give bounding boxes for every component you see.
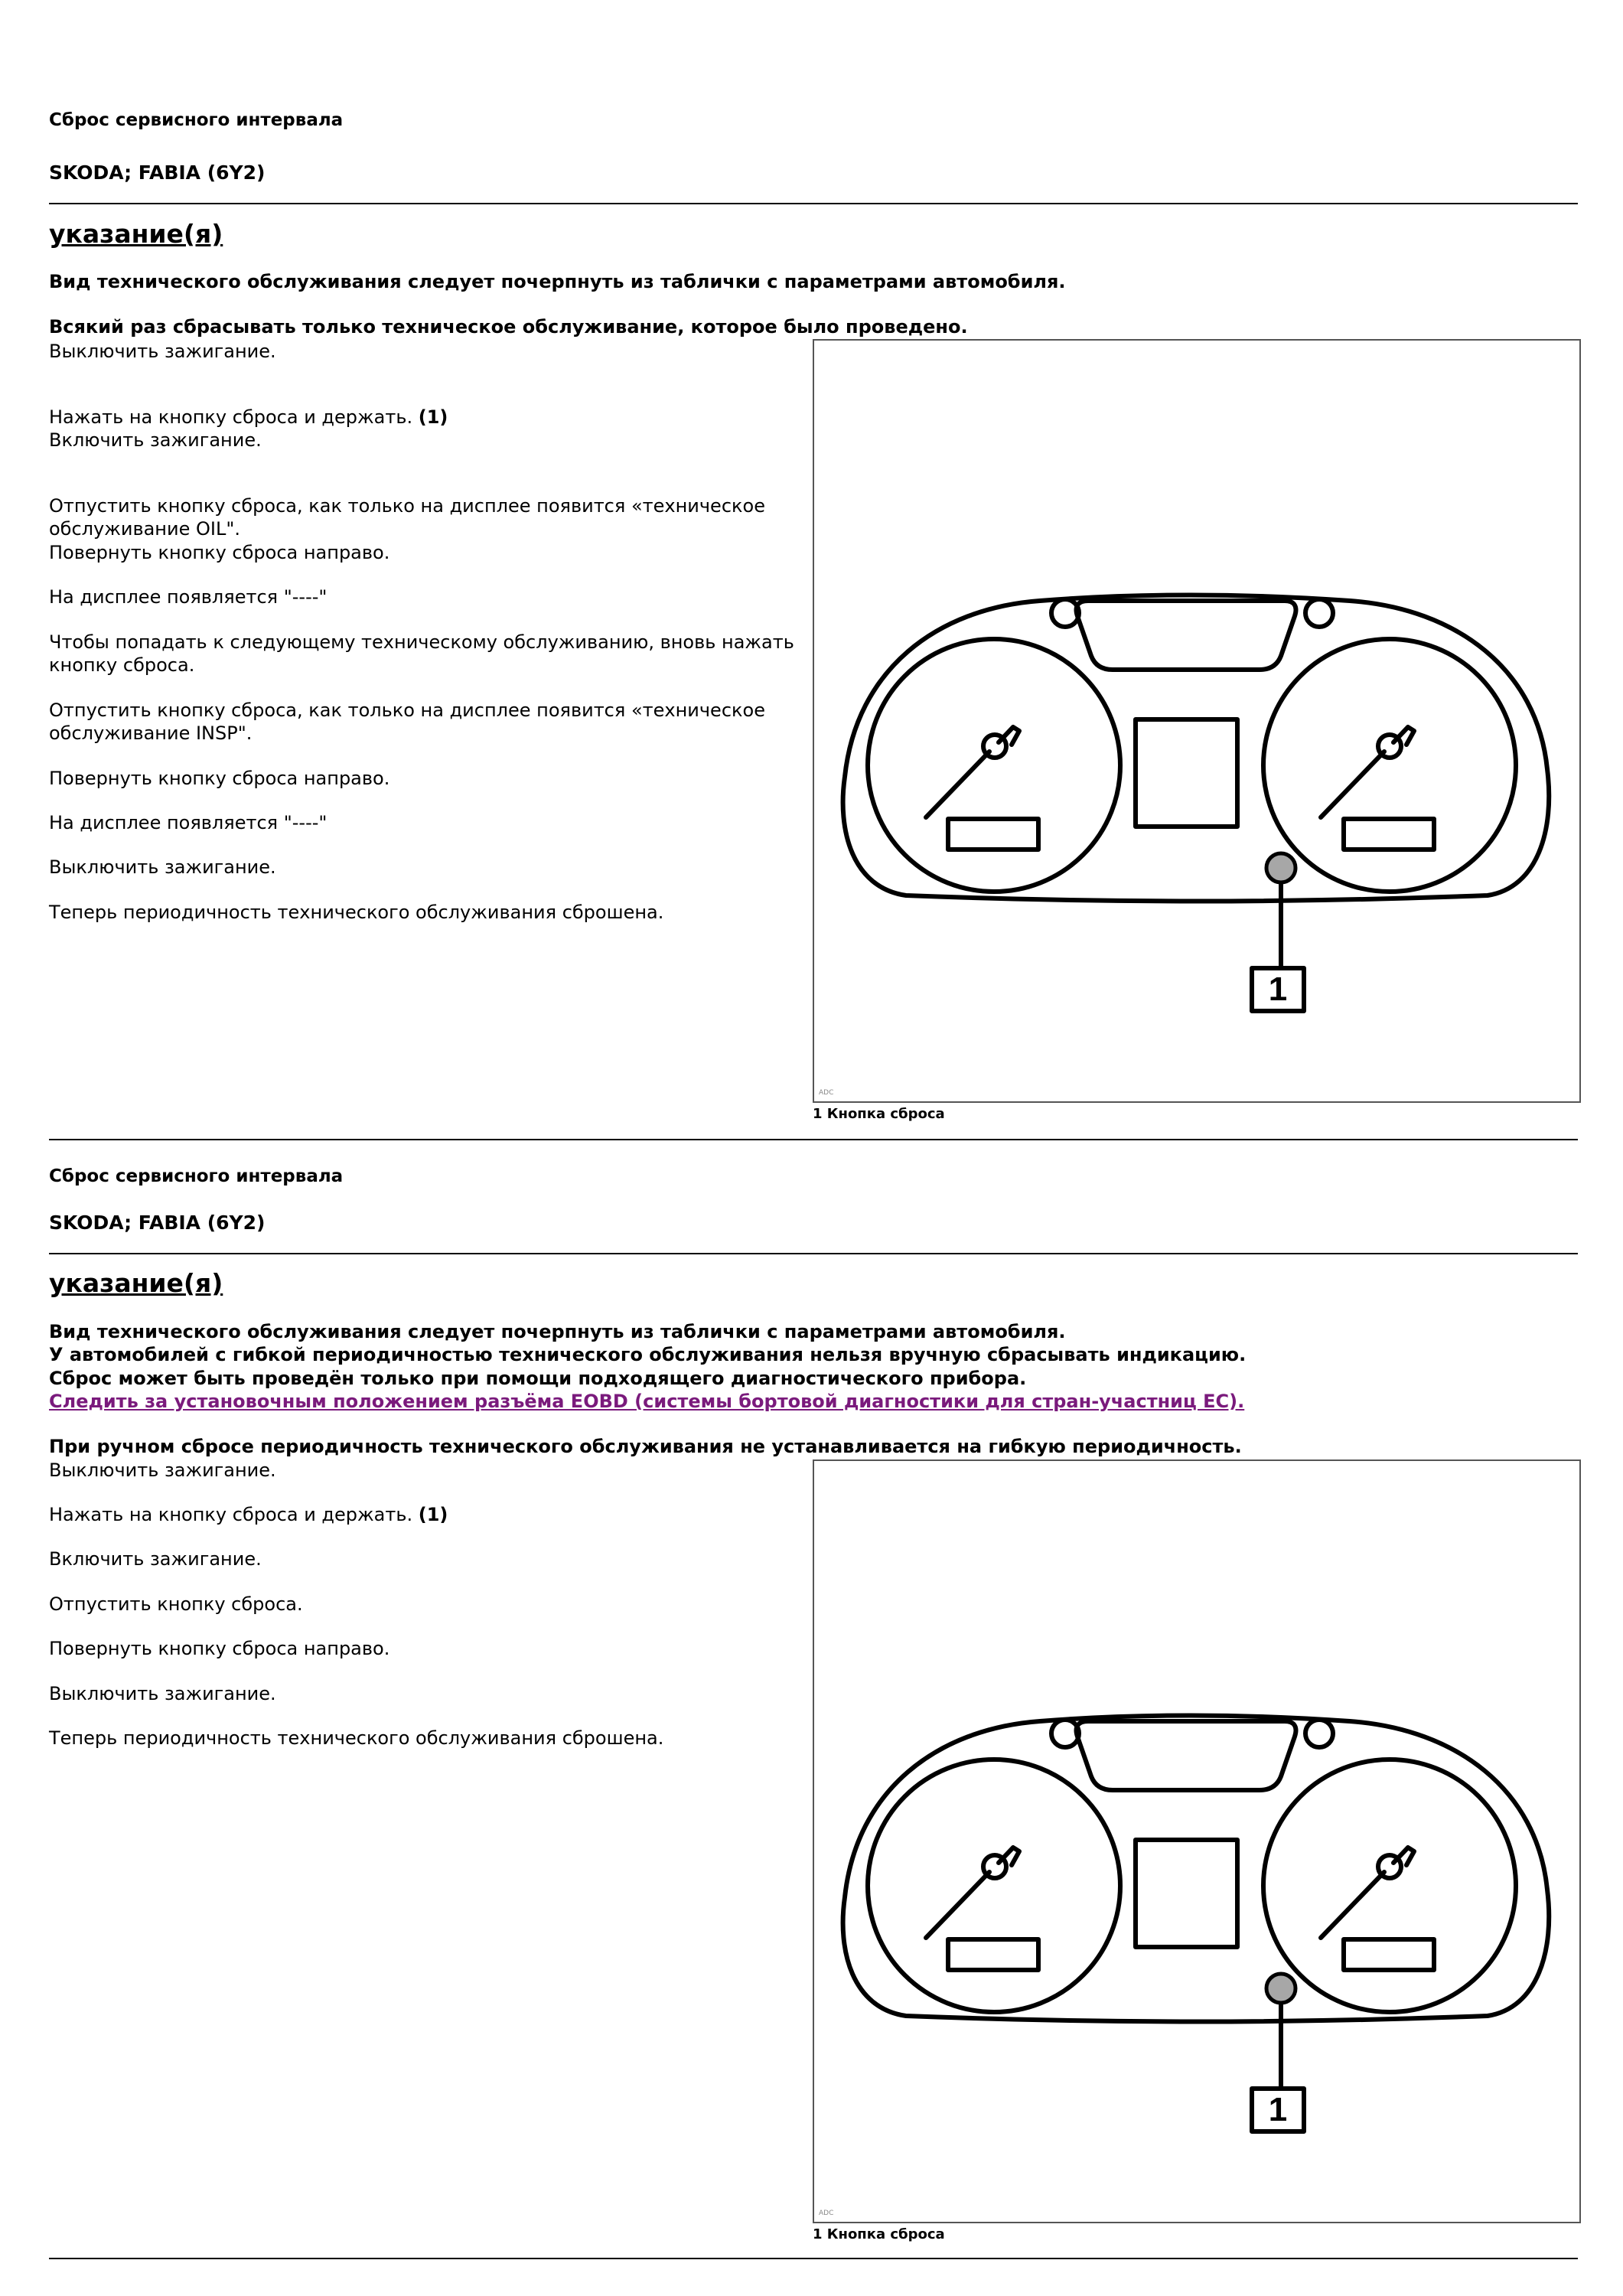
s1-right-indicator: [1305, 599, 1333, 627]
s2-step-ignition-on: Включить зажигание.: [49, 1548, 262, 1570]
section-2-note-heading: указание(я): [49, 1268, 223, 1298]
s1-center-display: [1136, 719, 1237, 827]
s2-step-ignition-off-2: Выключить зажигание.: [49, 1683, 276, 1704]
s1-figure-caption: 1 Кнопка сброса: [813, 1106, 945, 1122]
eobd-connector-link[interactable]: Следить за установочным положением разъёма EOBD (системы бортовой диагностики для стран-участниц ЕС).: [49, 1391, 1245, 1412]
s1-left-odometer: [948, 819, 1038, 850]
s1-figure-watermark: ADC: [819, 1089, 834, 1097]
s1-step-ignition-off-2: Выключить зажигание.: [49, 856, 276, 878]
s2-right-indicator: [1305, 1720, 1333, 1747]
section-1-note-1: Вид технического обслуживания следует почерпнуть из таблички с параметрами автомобиля.: [49, 271, 1066, 292]
s2-step-release: Отпустить кнопку сброса.: [49, 1593, 303, 1615]
s2-right-needle-hub: [1378, 1855, 1401, 1878]
section-2-title: Сброс сервисного интервала: [49, 1166, 344, 1186]
s1-figure-instrument-cluster: [813, 339, 1581, 1103]
s1-cluster-outline: [843, 595, 1550, 902]
s1-instrument-cluster-drawing: [814, 341, 1579, 1101]
s1-step-press-hold-text: Нажать на кнопку сброса и держать.: [49, 406, 413, 428]
s1-step-done: Теперь периодичность технического обслуживания сброшена.: [49, 902, 664, 923]
section-2-model: SKODA; FABIA (6Y2): [49, 1212, 266, 1234]
s1-step-release-oil-line2: обслуживание OIL".: [49, 518, 240, 540]
s2-left-odometer: [948, 1939, 1038, 1970]
s1-step-ignition-on: Включить зажигание.: [49, 429, 262, 451]
s1-right-odometer: [1344, 819, 1434, 850]
section-2-divider-bottom: [49, 2258, 1578, 2259]
s2-left-needle-hub: [983, 1855, 1006, 1878]
s1-step-display-dashes: На дисплее появляется "----": [49, 586, 328, 608]
s2-top-display: [1077, 1721, 1296, 1790]
s2-instrument-cluster-drawing: [814, 1461, 1579, 2222]
s1-step-release-oil-line1: Отпустить кнопку сброса, как только на дисплее появится «техническое: [49, 495, 765, 517]
s2-step-turn-right: Повернуть кнопку сброса направо.: [49, 1638, 390, 1659]
section-2-divider-top: [49, 1253, 1578, 1254]
s1-callout-number: 1: [1268, 970, 1288, 1008]
s2-center-display: [1136, 1840, 1237, 1947]
s2-step-done: Теперь периодичность технического обслуживания сброшена.: [49, 1727, 664, 1749]
section-1-note-2: Всякий раз сбрасывать только техническое обслуживание, которое было проведено.: [49, 316, 968, 338]
s2-step-press-hold-ref: (1): [418, 1504, 448, 1525]
section-2-note-1: Вид технического обслуживания следует почерпнуть из таблички с параметрами автомобиля.: [49, 1321, 1066, 1342]
s1-reset-button: [1266, 853, 1295, 882]
section-1-title: Сброс сервисного интервала: [49, 110, 344, 130]
s1-step-turn-right: Повернуть кнопку сброса направо.: [49, 542, 390, 563]
s2-figure-caption: 1 Кнопка сброса: [813, 2226, 945, 2242]
section-2-note-4: При ручном сбросе периодичность технического обслуживания не устанавливается на гибкую периодичность.: [49, 1436, 1242, 1457]
s1-step-release-insp-line1: Отпустить кнопку сброса, как только на дисплее появится «техническое: [49, 700, 765, 721]
s2-left-gauge: [868, 1760, 1120, 2012]
s1-step-ignition-off: Выключить зажигание.: [49, 341, 276, 362]
s2-callout-number: 1: [1268, 2091, 1288, 2128]
section-1-divider-top: [49, 203, 1578, 204]
s2-reset-button: [1266, 1974, 1295, 2003]
s1-left-gauge: [868, 639, 1120, 892]
section-1-note-heading: указание(я): [49, 219, 223, 249]
s1-step-display-dashes-2: На дисплее появляется "----": [49, 812, 328, 833]
s2-step-press-hold: [49, 1504, 448, 1526]
s1-top-display: [1077, 601, 1296, 670]
s2-step-ignition-off: Выключить зажигание.: [49, 1459, 276, 1481]
s1-step-press-hold: [49, 406, 448, 429]
s1-step-next-line2: кнопку сброса.: [49, 654, 195, 676]
section-2-note-3: Сброс может быть проведён только при помощи подходящего диагностического прибора.: [49, 1368, 1027, 1389]
s1-step-next-line1: Чтобы попадать к следующему техническому обслуживанию, вновь нажать: [49, 631, 794, 653]
s1-right-needle-hub: [1378, 735, 1401, 758]
section-2-note-2: У автомобилей с гибкой периодичностью технического обслуживания нельзя вручную сбрасывать индикацию.: [49, 1344, 1247, 1365]
s1-left-needle-hub: [983, 735, 1006, 758]
s2-step-press-hold-text: Нажать на кнопку сброса и держать.: [49, 1504, 413, 1525]
s2-figure-watermark: ADC: [819, 2210, 834, 2217]
s2-right-odometer: [1344, 1939, 1434, 1970]
section-1-model: SKODA; FABIA (6Y2): [49, 161, 266, 184]
s2-figure-instrument-cluster: [813, 1459, 1581, 2223]
s1-right-gauge: [1263, 639, 1516, 892]
s2-cluster-outline: [843, 1716, 1550, 2022]
section-separator: [49, 1139, 1578, 1140]
s1-step-press-hold-ref: (1): [418, 406, 448, 428]
s2-right-gauge: [1263, 1760, 1516, 2012]
s1-step-turn-right-2: Повернуть кнопку сброса направо.: [49, 768, 390, 789]
s1-step-release-insp-line2: обслуживание INSP".: [49, 722, 253, 744]
